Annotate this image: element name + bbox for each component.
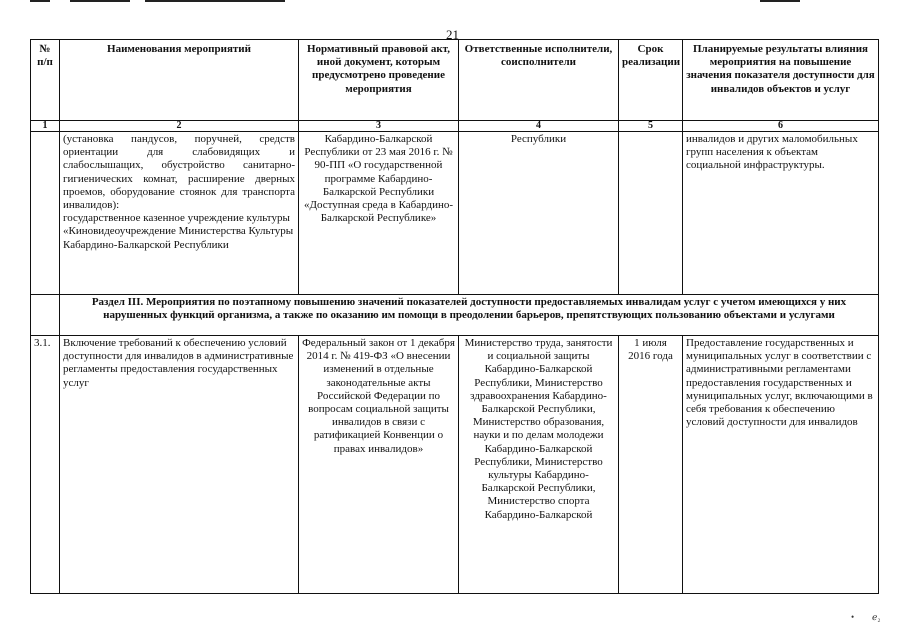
- header-term: Срок реализации: [619, 40, 683, 121]
- term: 1 июля 2016 года: [619, 336, 683, 594]
- page-number: 21: [446, 27, 459, 42]
- row-number: 3.1.: [31, 336, 60, 594]
- header-result: Планируемые результаты влияния мероприятия на повышение значения показателя доступности для инвалидов объектов и услуг: [683, 40, 879, 121]
- scan-mark: ℯ₂: [872, 612, 881, 622]
- header-number: № п/п: [31, 40, 60, 121]
- header-executors: Ответственные исполнители, соисполнители: [459, 40, 619, 121]
- section-empty-cell: [31, 295, 60, 336]
- normative-act: Кабардино-Балкарской Республики от 23 мая 2016 г. № 90-ПП «О государственной программе Кабардино-Балкарской Республики «Доступная среда в Кабардино-Балкарской Республике»: [299, 132, 459, 295]
- executors: Республики: [459, 132, 619, 295]
- header-act: Нормативный правовой акт, иной документ, которым предусмотрено проведение мероприятия: [299, 40, 459, 121]
- column-number: 6: [683, 121, 879, 132]
- measure-name: Включение требований к обеспечению условий доступности для инвалидов в административные регламенты предоставления государственных услуг: [60, 336, 299, 594]
- column-number-row: [31, 121, 879, 132]
- section-title: Раздел III. Мероприятия по поэтапному повышению значений показателей доступности предоставляемых инвалидам услуг с учетом имеющихся у них нарушенных функций организма, а также по оказанию им помощи в преодолении барьеров, препятствующих пользованию объектами и услугами: [60, 295, 879, 336]
- measure-name-text: (установка пандусов, поручней, средств ориентации для слабовидящих и слабослышащих, обустройство санитарно-гигиенических комнат, расширение дверных проемов, оборудование стоянок для транспорта инвалидов):: [63, 133, 295, 212]
- column-number: 3: [299, 121, 459, 132]
- table-header-row: [31, 40, 879, 121]
- measure-name-institution: государственное казенное учреждение культуры «Киновидеоучреждение Министерства Культуры Кабардино-Балкарской Республики: [63, 212, 294, 251]
- table-row: [31, 132, 879, 295]
- planned-result: инвалидов и других маломобильных групп населения к объектам социальной инфраструктуры.: [683, 132, 879, 295]
- header-name: Наименования мероприятий: [60, 40, 299, 121]
- term: [619, 132, 683, 295]
- column-number: 1: [31, 121, 60, 132]
- table-row: [31, 336, 879, 594]
- executors: Министерство труда, занятости и социальной защиты Кабардино-Балкарской Республики, Министерство здравоохранения Кабардино-Балкарской Республики, Министерство образования, науки и по делам молодежи Кабардино-Балкарской Республики, Министерство культуры Кабардино-Балкарской Республики, Министерство спорта Кабардино-Балкарской: [459, 336, 619, 594]
- column-number: 5: [619, 121, 683, 132]
- column-number: 4: [459, 121, 619, 132]
- scan-top-marks: [0, 0, 905, 6]
- planned-result: Предоставление государственных и муниципальных услуг в соответствии с административными регламентами предоставления государственных и муниципальных услуг, включающими в себя требования к обеспечению условий доступности для инвалидов: [683, 336, 879, 594]
- measures-table: [30, 39, 879, 594]
- row-number: [31, 132, 60, 295]
- scan-mark: •: [851, 612, 855, 622]
- normative-act: Федеральный закон от 1 декабря 2014 г. № 419-ФЗ «О внесении изменений в отдельные законодательные акты Российской Федерации по вопросам социальной защиты инвалидов в связи с ратификацией Конвенции о правах инвалидов»: [299, 336, 459, 594]
- measure-name: [60, 132, 299, 295]
- column-number: 2: [60, 121, 299, 132]
- section-row: [31, 295, 879, 336]
